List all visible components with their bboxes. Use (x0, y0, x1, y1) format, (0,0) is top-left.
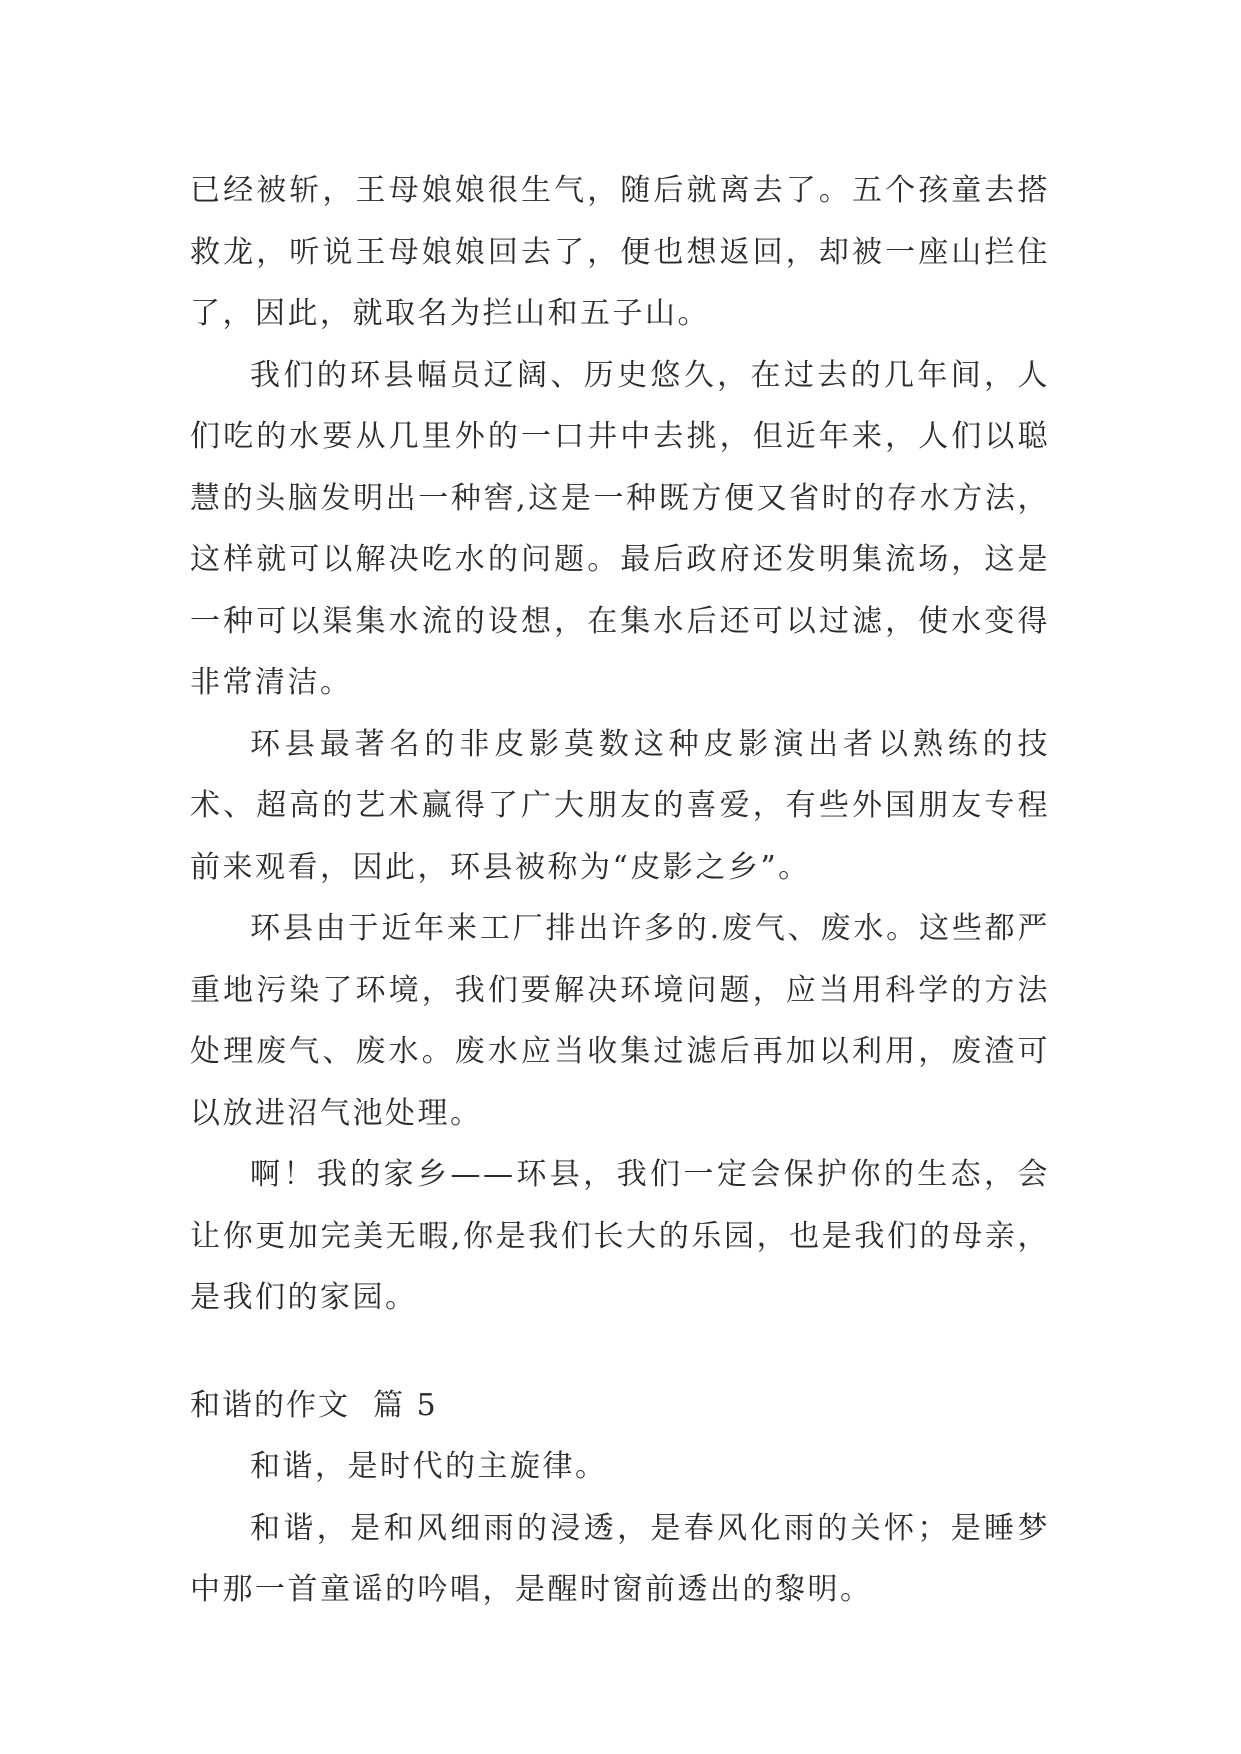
paragraph-hometown-closing: 啊！我的家乡——环县，我们一定会保护你的生态，会让你更加完美无暇,你是我们长大的乐园，也是我们的母亲，是我们的家园。 (190, 1157, 1050, 1315)
paragraph-water-storage: 我们的环县幅员辽阔、历史悠久，在过去的几年间，人们吃的水要从几里外的一口井中去挑，但近年来，人们以聪慧的头脑发明出一种窖,这是一种既方便又省时的存水方法，这样就可以解决吃水的问题。最后政府还发明集流场，这是一种可以渠集水流的设想，在集水后还可以过滤，使水变得非常清洁。 (190, 357, 1050, 700)
paragraph-harmony-imagery: 和谐，是和风细雨的浸透，是春风化雨的关怀；是睡梦中那一首童谣的吟唱，是醒时窗前透出的黎明。 (190, 1510, 1050, 1607)
paragraph-legend-ending: 已经被斩，王母娘娘很生气，随后就离去了。五个孩童去搭救龙，听说王母娘娘回去了，便也想返回，却被一座山拦住了，因此，就取名为拦山和五子山。 (190, 173, 1050, 331)
paragraph-shadow-puppetry: 环县最著名的非皮影莫数这种皮影演出者以熟练的技术、超高的艺术赢得了广大朋友的喜爱，有些外国朋友专程前来观看，因此，环县被称为“皮影之乡”。 (190, 726, 1050, 885)
section-heading: 和谐的作文 篇 5 (190, 1387, 438, 1423)
paragraph-harmony-theme: 和谐，是时代的主旋律。 (250, 1449, 608, 1484)
document-body (190, 160, 1050, 1621)
paragraph-pollution: 环县由于近年来工厂排出许多的.废气、废水。这些都严重地污染了环境，我们要解决环境问题，应当用科学的方法处理废气、废水。废水应当收集过滤后再加以利用，废渣可以放进沼气池处理。 (190, 911, 1050, 1131)
